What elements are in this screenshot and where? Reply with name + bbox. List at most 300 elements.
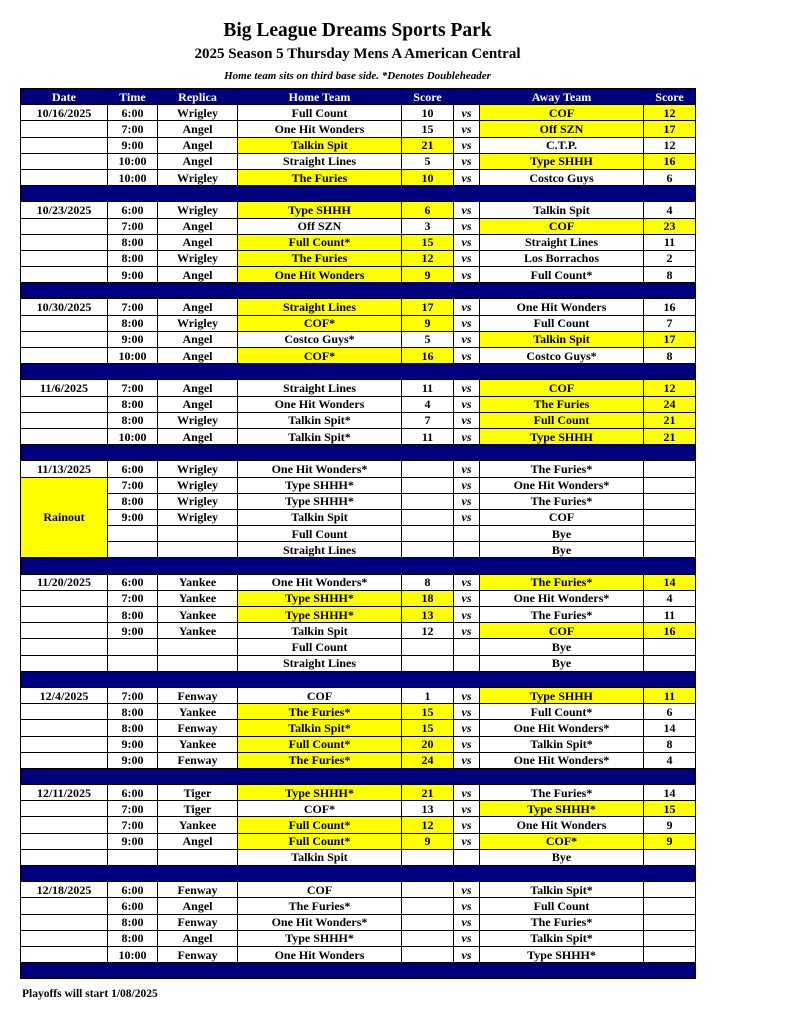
away-score-cell: 16 <box>644 623 696 639</box>
vs-cell <box>454 542 480 558</box>
date-cell <box>21 218 108 234</box>
date-cell: 11/13/2025 <box>21 461 108 477</box>
away-score-cell: 14 <box>644 785 696 801</box>
home-team-cell: One Hit Wonders <box>238 121 402 137</box>
game-row <box>21 299 696 315</box>
home-team-cell: Straight Lines <box>238 299 402 315</box>
away-score-cell: 11 <box>644 234 696 250</box>
game-row <box>21 946 696 962</box>
away-score-cell: 4 <box>644 752 696 768</box>
replica-cell: Angel <box>158 930 238 946</box>
game-row <box>21 348 696 364</box>
away-score-cell: 12 <box>644 105 696 121</box>
time-cell: 8:00 <box>108 412 158 428</box>
away-team-cell: Full Count* <box>480 267 644 283</box>
replica-cell: Wrigley <box>158 250 238 266</box>
vs-cell: vs <box>454 250 480 266</box>
home-score-cell: 9 <box>402 267 454 283</box>
away-team-cell: Type SHHH <box>480 687 644 703</box>
home-team-cell: Type SHHH* <box>238 930 402 946</box>
replica-cell: Yankee <box>158 817 238 833</box>
vs-cell: vs <box>454 817 480 833</box>
home-score-cell <box>402 930 454 946</box>
away-team-cell: Bye <box>480 639 644 655</box>
vs-cell: vs <box>454 461 480 477</box>
away-score-cell: 17 <box>644 121 696 137</box>
vs-cell: vs <box>454 218 480 234</box>
away-score-cell: 23 <box>644 218 696 234</box>
away-team-cell: Straight Lines <box>480 234 644 250</box>
away-score-cell <box>644 526 696 542</box>
vs-cell: vs <box>454 315 480 331</box>
away-score-cell: 12 <box>644 380 696 396</box>
away-score-cell: 9 <box>644 817 696 833</box>
game-row <box>21 396 696 412</box>
away-team-cell: COF <box>480 623 644 639</box>
home-score-cell <box>402 849 454 865</box>
col-header-away-score: Score <box>644 89 696 105</box>
away-score-cell: 24 <box>644 396 696 412</box>
game-row <box>21 121 696 137</box>
date-cell <box>21 428 108 444</box>
home-team-cell: COF* <box>238 315 402 331</box>
home-score-cell: 4 <box>402 396 454 412</box>
home-score-cell: 7 <box>402 412 454 428</box>
time-cell: 8:00 <box>108 315 158 331</box>
vs-cell: vs <box>454 801 480 817</box>
date-cell <box>21 137 108 153</box>
vs-cell: vs <box>454 833 480 849</box>
replica-cell: Fenway <box>158 914 238 930</box>
away-team-cell: Type SHHH <box>480 428 644 444</box>
away-score-cell <box>644 639 696 655</box>
separator-cell <box>21 283 696 299</box>
replica-cell: Wrigley <box>158 202 238 218</box>
home-score-cell: 12 <box>402 817 454 833</box>
home-score-cell: 15 <box>402 704 454 720</box>
replica-cell: Yankee <box>158 623 238 639</box>
game-row <box>21 169 696 185</box>
home-score-cell: 15 <box>402 121 454 137</box>
home-score-cell: 9 <box>402 315 454 331</box>
date-cell <box>21 234 108 250</box>
time-cell: 7:00 <box>108 817 158 833</box>
time-cell: 9:00 <box>108 623 158 639</box>
separator-cell <box>21 768 696 784</box>
away-score-cell: 2 <box>644 250 696 266</box>
home-team-cell: Type SHHH* <box>238 785 402 801</box>
away-team-cell: Full Count <box>480 898 644 914</box>
date-cell <box>21 736 108 752</box>
away-team-cell: The Furies* <box>480 461 644 477</box>
game-row <box>21 234 696 250</box>
away-team-cell: Talkin Spit <box>480 202 644 218</box>
vs-cell: vs <box>454 137 480 153</box>
date-cell <box>21 898 108 914</box>
away-score-cell <box>644 898 696 914</box>
vs-cell: vs <box>454 493 480 509</box>
col-header-time: Time <box>108 89 158 105</box>
home-score-cell <box>402 542 454 558</box>
away-team-cell: One Hit Wonders* <box>480 590 644 606</box>
replica-cell: Angel <box>158 299 238 315</box>
away-score-cell <box>644 542 696 558</box>
date-cell: 10/16/2025 <box>21 105 108 121</box>
vs-cell: vs <box>454 914 480 930</box>
vs-cell: vs <box>454 623 480 639</box>
away-score-cell: 8 <box>644 348 696 364</box>
date-cell <box>21 752 108 768</box>
time-cell: 7:00 <box>108 590 158 606</box>
time-cell: 9:00 <box>108 833 158 849</box>
date-cell <box>21 315 108 331</box>
week-separator <box>21 866 696 882</box>
replica-cell: Angel <box>158 234 238 250</box>
replica-cell <box>158 849 238 865</box>
time-cell: 7:00 <box>108 687 158 703</box>
vs-cell: vs <box>454 704 480 720</box>
game-row <box>21 785 696 801</box>
home-team-cell: The Furies <box>238 250 402 266</box>
home-team-cell: Full Count* <box>238 817 402 833</box>
away-team-cell: Bye <box>480 655 644 671</box>
home-score-cell: 5 <box>402 331 454 347</box>
home-team-cell: One Hit Wonders <box>238 946 402 962</box>
vs-cell: vs <box>454 607 480 623</box>
time-cell: 9:00 <box>108 752 158 768</box>
date-cell <box>21 639 108 655</box>
replica-cell: Angel <box>158 137 238 153</box>
home-team-cell: Talkin Spit <box>238 137 402 153</box>
game-row <box>21 882 696 898</box>
game-row <box>21 930 696 946</box>
game-row <box>21 493 696 509</box>
home-score-cell: 21 <box>402 785 454 801</box>
date-cell <box>21 607 108 623</box>
away-score-cell: 17 <box>644 331 696 347</box>
date-cell <box>21 817 108 833</box>
rainout-label: Rainout <box>21 477 108 558</box>
game-row <box>21 607 696 623</box>
home-score-cell: 8 <box>402 574 454 590</box>
week-separator <box>21 671 696 687</box>
date-cell: 10/30/2025 <box>21 299 108 315</box>
date-cell <box>21 849 108 865</box>
home-score-cell: 9 <box>402 833 454 849</box>
away-team-cell: COF* <box>480 833 644 849</box>
schedule-body <box>21 105 696 979</box>
replica-cell: Angel <box>158 348 238 364</box>
away-score-cell: 16 <box>644 153 696 169</box>
time-cell: 9:00 <box>108 736 158 752</box>
home-score-cell: 13 <box>402 801 454 817</box>
away-team-cell: Full Count* <box>480 704 644 720</box>
replica-cell: Tiger <box>158 785 238 801</box>
away-team-cell: One Hit Wonders* <box>480 477 644 493</box>
time-cell: 9:00 <box>108 331 158 347</box>
separator-cell <box>21 445 696 461</box>
replica-cell <box>158 526 238 542</box>
away-team-cell: COF <box>480 105 644 121</box>
away-team-cell: One Hit Wonders <box>480 299 644 315</box>
col-header-vs <box>454 89 480 105</box>
game-row <box>21 461 696 477</box>
replica-cell: Wrigley <box>158 169 238 185</box>
game-row <box>21 639 696 655</box>
home-team-cell: COF* <box>238 801 402 817</box>
vs-cell: vs <box>454 574 480 590</box>
date-cell <box>21 331 108 347</box>
home-score-cell: 18 <box>402 590 454 606</box>
away-team-cell: Bye <box>480 849 644 865</box>
away-team-cell: The Furies* <box>480 785 644 801</box>
away-team-cell: Talkin Spit* <box>480 930 644 946</box>
date-cell <box>21 396 108 412</box>
date-cell <box>21 930 108 946</box>
date-cell <box>21 250 108 266</box>
game-row <box>21 137 696 153</box>
home-team-cell: Talkin Spit* <box>238 428 402 444</box>
away-score-cell: 21 <box>644 412 696 428</box>
home-team-cell: The Furies <box>238 169 402 185</box>
home-team-cell: Type SHHH* <box>238 590 402 606</box>
home-score-cell: 11 <box>402 380 454 396</box>
vs-cell: vs <box>454 785 480 801</box>
replica-cell: Tiger <box>158 801 238 817</box>
date-cell <box>21 914 108 930</box>
date-cell <box>21 704 108 720</box>
home-score-cell <box>402 493 454 509</box>
vs-cell: vs <box>454 331 480 347</box>
week-separator <box>21 558 696 574</box>
away-score-cell <box>644 509 696 525</box>
schedule-note: Home team sits on third base side. *Denotes Doubleheader <box>224 70 491 82</box>
time-cell: 10:00 <box>108 946 158 962</box>
away-team-cell: Bye <box>480 542 644 558</box>
home-team-cell: Full Count <box>238 639 402 655</box>
replica-cell: Fenway <box>158 687 238 703</box>
vs-cell <box>454 655 480 671</box>
home-team-cell: One Hit Wonders* <box>238 574 402 590</box>
home-team-cell: Straight Lines <box>238 380 402 396</box>
away-score-cell <box>644 655 696 671</box>
time-cell: 8:00 <box>108 493 158 509</box>
home-score-cell <box>402 477 454 493</box>
date-cell <box>21 833 108 849</box>
away-team-cell: The Furies <box>480 396 644 412</box>
replica-cell <box>158 542 238 558</box>
date-cell: 12/18/2025 <box>21 882 108 898</box>
time-cell: 8:00 <box>108 607 158 623</box>
time-cell: 6:00 <box>108 202 158 218</box>
date-cell <box>21 801 108 817</box>
game-row <box>21 687 696 703</box>
home-score-cell <box>402 946 454 962</box>
replica-cell: Yankee <box>158 590 238 606</box>
time-cell: 10:00 <box>108 348 158 364</box>
game-row <box>21 590 696 606</box>
vs-cell: vs <box>454 380 480 396</box>
time-cell: 6:00 <box>108 898 158 914</box>
replica-cell: Angel <box>158 267 238 283</box>
vs-cell: vs <box>454 930 480 946</box>
game-row <box>21 380 696 396</box>
vs-cell: vs <box>454 121 480 137</box>
away-team-cell: Bye <box>480 526 644 542</box>
vs-cell: vs <box>454 509 480 525</box>
game-row <box>21 153 696 169</box>
away-score-cell: 16 <box>644 299 696 315</box>
replica-cell: Wrigley <box>158 477 238 493</box>
time-cell: 7:00 <box>108 380 158 396</box>
vs-cell: vs <box>454 428 480 444</box>
home-team-cell: Straight Lines <box>238 153 402 169</box>
replica-cell: Angel <box>158 121 238 137</box>
away-team-cell: COF <box>480 218 644 234</box>
game-row <box>21 574 696 590</box>
home-team-cell: Type SHHH* <box>238 607 402 623</box>
game-row <box>21 202 696 218</box>
vs-cell: vs <box>454 348 480 364</box>
game-row <box>21 655 696 671</box>
away-team-cell: One Hit Wonders* <box>480 752 644 768</box>
replica-cell <box>158 639 238 655</box>
time-cell: 8:00 <box>108 234 158 250</box>
home-score-cell <box>402 526 454 542</box>
away-team-cell: The Furies* <box>480 493 644 509</box>
away-score-cell <box>644 946 696 962</box>
vs-cell: vs <box>454 946 480 962</box>
vs-cell: vs <box>454 169 480 185</box>
time-cell: 7:00 <box>108 801 158 817</box>
away-team-cell: The Furies* <box>480 574 644 590</box>
vs-cell: vs <box>454 412 480 428</box>
game-row <box>21 914 696 930</box>
away-score-cell: 21 <box>644 428 696 444</box>
home-team-cell: COF <box>238 687 402 703</box>
home-team-cell: Type SHHH <box>238 202 402 218</box>
game-row <box>21 331 696 347</box>
time-cell <box>108 639 158 655</box>
home-team-cell: Full Count* <box>238 736 402 752</box>
home-score-cell: 10 <box>402 105 454 121</box>
time-cell: 6:00 <box>108 785 158 801</box>
away-score-cell <box>644 849 696 865</box>
home-score-cell: 21 <box>402 137 454 153</box>
away-team-cell: One Hit Wonders <box>480 817 644 833</box>
replica-cell: Angel <box>158 153 238 169</box>
week-separator <box>21 768 696 784</box>
vs-cell: vs <box>454 299 480 315</box>
away-score-cell <box>644 914 696 930</box>
game-row <box>21 720 696 736</box>
vs-cell: vs <box>454 234 480 250</box>
vs-cell: vs <box>454 396 480 412</box>
home-score-cell: 6 <box>402 202 454 218</box>
home-team-cell: Type SHHH* <box>238 493 402 509</box>
vs-cell <box>454 849 480 865</box>
game-row <box>21 898 696 914</box>
away-score-cell <box>644 477 696 493</box>
replica-cell: Angel <box>158 898 238 914</box>
vs-cell: vs <box>454 687 480 703</box>
away-score-cell <box>644 882 696 898</box>
away-team-cell: Talkin Spit <box>480 331 644 347</box>
time-cell: 10:00 <box>108 428 158 444</box>
home-score-cell <box>402 639 454 655</box>
away-team-cell: Talkin Spit* <box>480 736 644 752</box>
home-team-cell: Full Count* <box>238 234 402 250</box>
time-cell: 8:00 <box>108 396 158 412</box>
home-score-cell <box>402 461 454 477</box>
away-score-cell: 14 <box>644 574 696 590</box>
page-title: Big League Dreams Sports Park <box>223 20 492 41</box>
week-separator <box>21 364 696 380</box>
away-score-cell: 6 <box>644 169 696 185</box>
time-cell: 6:00 <box>108 461 158 477</box>
time-cell: 6:00 <box>108 882 158 898</box>
away-team-cell: One Hit Wonders* <box>480 720 644 736</box>
week-separator <box>21 186 696 202</box>
replica-cell: Yankee <box>158 704 238 720</box>
time-cell: 8:00 <box>108 704 158 720</box>
vs-cell <box>454 526 480 542</box>
home-score-cell <box>402 898 454 914</box>
date-cell <box>21 412 108 428</box>
vs-cell: vs <box>454 720 480 736</box>
time-cell: 7:00 <box>108 121 158 137</box>
col-header-home-score: Score <box>402 89 454 105</box>
home-team-cell: Costco Guys* <box>238 331 402 347</box>
away-team-cell: Off SZN <box>480 121 644 137</box>
replica-cell: Wrigley <box>158 315 238 331</box>
replica-cell: Wrigley <box>158 412 238 428</box>
away-score-cell <box>644 930 696 946</box>
away-score-cell: 4 <box>644 590 696 606</box>
game-row <box>21 218 696 234</box>
replica-cell: Fenway <box>158 720 238 736</box>
vs-cell: vs <box>454 105 480 121</box>
replica-cell: Fenway <box>158 752 238 768</box>
away-score-cell: 4 <box>644 202 696 218</box>
home-team-cell: The Furies* <box>238 898 402 914</box>
home-score-cell: 16 <box>402 348 454 364</box>
home-score-cell: 17 <box>402 299 454 315</box>
home-team-cell: Talkin Spit <box>238 849 402 865</box>
page-subtitle: 2025 Season 5 Thursday Mens A American Central <box>194 46 521 62</box>
time-cell: 10:00 <box>108 169 158 185</box>
replica-cell: Yankee <box>158 736 238 752</box>
away-score-cell: 6 <box>644 704 696 720</box>
vs-cell: vs <box>454 736 480 752</box>
date-cell <box>21 946 108 962</box>
vs-cell: vs <box>454 882 480 898</box>
separator-cell <box>21 963 696 979</box>
time-cell <box>108 526 158 542</box>
home-team-cell: Straight Lines <box>238 542 402 558</box>
date-cell: 11/20/2025 <box>21 574 108 590</box>
game-row <box>21 817 696 833</box>
away-team-cell: Costco Guys <box>480 169 644 185</box>
home-score-cell: 24 <box>402 752 454 768</box>
time-cell: 6:00 <box>108 574 158 590</box>
home-team-cell: COF <box>238 882 402 898</box>
game-row <box>21 412 696 428</box>
home-score-cell: 5 <box>402 153 454 169</box>
date-cell: 10/23/2025 <box>21 202 108 218</box>
game-row <box>21 267 696 283</box>
away-team-cell: Talkin Spit* <box>480 882 644 898</box>
